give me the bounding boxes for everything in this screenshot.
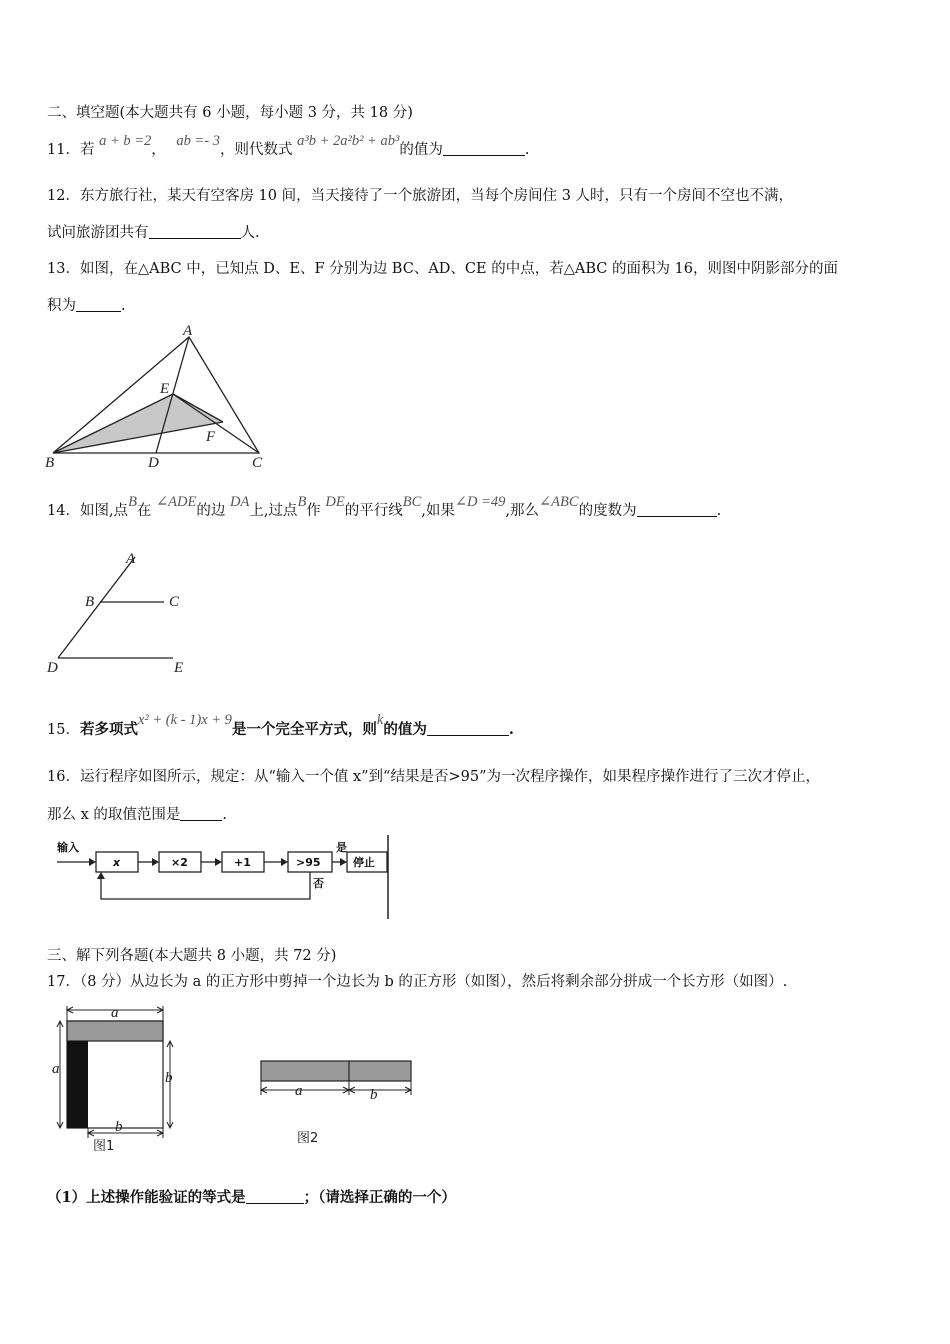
q16-answer-blank[interactable]	[180, 806, 222, 821]
q16-end: .	[222, 807, 228, 823]
q15-number: 15．	[47, 722, 80, 738]
figure-1-caption: 图1	[93, 1139, 115, 1154]
label-c: C	[252, 455, 263, 471]
question-16-line-2	[47, 805, 227, 825]
question-14	[47, 494, 722, 521]
figure-2-caption: 图2	[297, 1131, 319, 1146]
q11-text-1: 若	[79, 142, 95, 158]
dim-a-left: a	[52, 1061, 60, 1077]
q17-sub1-answer-blank[interactable]	[246, 1189, 304, 1204]
dim-b-bottom: b	[115, 1119, 123, 1135]
q14-math-7: ∠D =49	[454, 494, 506, 510]
q15-text-2: 是一个完全平方式，则	[231, 721, 377, 738]
q14-answer-blank[interactable]	[637, 502, 717, 517]
flow-box-plus1-label: +1	[234, 856, 251, 869]
q11-math-1: a + b =2	[99, 133, 152, 149]
triangle-abc	[53, 337, 259, 453]
q14-text-1: 在	[136, 503, 152, 519]
section-heading-solve: 三、解下列各题(本大题共 8 小题，共 72 分)	[47, 948, 337, 964]
q11-comma: ，	[151, 142, 166, 158]
q13-text: 积为	[47, 298, 76, 314]
section-heading-fill-in: 二、填空题(本大题共有 6 小题，每小题 3 分，共 18 分)	[47, 105, 413, 121]
q15-math-1: x² + (k - 1)x + 9	[137, 712, 232, 728]
dim-a-top: a	[111, 1005, 119, 1021]
q14-math-5: DE	[325, 494, 345, 510]
label-a: A	[183, 323, 193, 339]
label-c: C	[169, 594, 180, 610]
question-13-line-2	[47, 296, 126, 316]
dim-b: b	[370, 1087, 378, 1103]
question-17-sub-1	[47, 1188, 456, 1208]
q11-end: .	[524, 142, 530, 158]
ray-da	[58, 557, 135, 658]
q14-angle-figure	[40, 545, 200, 680]
flow-input-label: 输入	[57, 841, 79, 854]
q11-math-3: a³b + 2a²b² + ab³	[297, 133, 400, 149]
question-11	[47, 133, 530, 160]
q14-text-6: ,如果	[421, 503, 455, 519]
q14-text-5: 的平行线	[344, 503, 403, 519]
label-d: D	[47, 660, 58, 676]
q14-math-2: ∠ADE	[156, 494, 197, 510]
q14-math-3: DA	[229, 494, 250, 510]
q16-text: 那么 x 的取值范围是	[47, 807, 181, 823]
q13-end: .	[121, 298, 126, 314]
label-b: B	[85, 594, 95, 610]
q17-figure-2	[255, 1055, 425, 1150]
q15-text-1: 若多项式	[79, 721, 138, 738]
top-strip	[67, 1021, 163, 1041]
q14-math-8: ∠ABC	[539, 494, 579, 510]
q12-answer-blank[interactable]	[149, 224, 241, 239]
q11-math-2: ab =- 3	[176, 133, 220, 149]
q14-text-8: 的度数为	[578, 503, 637, 519]
q14-math-6: BC	[402, 494, 422, 510]
q11-number: 11．	[47, 142, 80, 158]
q15-text-3: 的值为	[383, 721, 427, 738]
q14-end: .	[716, 503, 722, 519]
dim-a: a	[295, 1083, 303, 1099]
label-d: D	[148, 455, 159, 471]
q17-figure-1	[45, 1000, 195, 1160]
question-15	[47, 712, 514, 740]
q17-sub1-end: ；（请选择正确的一个）	[303, 1189, 456, 1206]
q14-math-4: B	[297, 494, 307, 510]
q13-triangle-figure	[40, 325, 280, 475]
flow-no-label: 否	[313, 877, 324, 890]
q11-text-2: ，则代数式	[220, 142, 293, 158]
question-12-line-1: 12．东方旅行社，某天有空客房 10 间，当天接待了一个旅游团，当每个房间住 3 人时，只有一个房间不空也不满，	[47, 188, 794, 204]
label-b: B	[45, 455, 55, 471]
flow-loop-back	[101, 872, 310, 899]
flow-box-x-label: x	[113, 856, 121, 869]
question-13-line-1: 13．如图，在△ABC 中，已知点 D、E、F 分别为边 BC、AD、CE 的中点，若△ABC 的面积为 16，则图中阴影部分的面	[47, 261, 839, 277]
label-a: A	[126, 551, 136, 567]
q17-sub1-text: （1）上述操作能验证的等式是	[47, 1189, 246, 1206]
flow-box-stop-label: 停止	[353, 856, 375, 869]
q13-answer-blank[interactable]	[76, 297, 121, 312]
q11-answer-blank[interactable]	[443, 141, 525, 156]
dim-b-right: b	[165, 1070, 173, 1086]
q14-text-7: ,那么	[505, 503, 540, 519]
q15-math-2: k	[376, 712, 384, 728]
q11-text-3: 的值为	[399, 142, 443, 158]
question-16-line-1: 16．运行程序如图所示，规定：从“输入一个值 x”到“结果是否>95”为一次程序操作，如果程序操作进行了三次才停止，	[47, 769, 820, 785]
q14-text-4: 作	[306, 503, 321, 519]
shaded-region	[53, 394, 223, 453]
left-strip	[67, 1041, 88, 1128]
q16-flowchart	[55, 835, 395, 921]
q14-text-0: 14．如图,点	[47, 503, 129, 519]
question-12-line-2	[47, 223, 260, 243]
q14-math-1: B	[128, 494, 137, 510]
q12-text: 试问旅游团共有	[47, 225, 149, 241]
q15-end: .	[508, 721, 514, 738]
q14-text-3: 上,过点	[249, 503, 298, 519]
question-17-line-1: 17．（8 分）从边长为 a 的正方形中剪掉一个边长为 b 的正方形（如图），然后将剩余部分拼成一个长方形（如图）.	[47, 974, 788, 990]
flow-box-times2-label: ×2	[171, 856, 188, 869]
q15-answer-blank[interactable]	[427, 721, 509, 736]
long-rectangle	[261, 1061, 411, 1081]
q12-end: 人.	[240, 225, 260, 241]
label-f: F	[206, 429, 216, 445]
label-e: E	[174, 660, 184, 676]
q14-text-2: 的边	[196, 503, 226, 519]
flow-box-gt95-label: >95	[296, 856, 321, 869]
flow-yes-label: 是	[336, 841, 347, 854]
label-e: E	[160, 381, 170, 397]
